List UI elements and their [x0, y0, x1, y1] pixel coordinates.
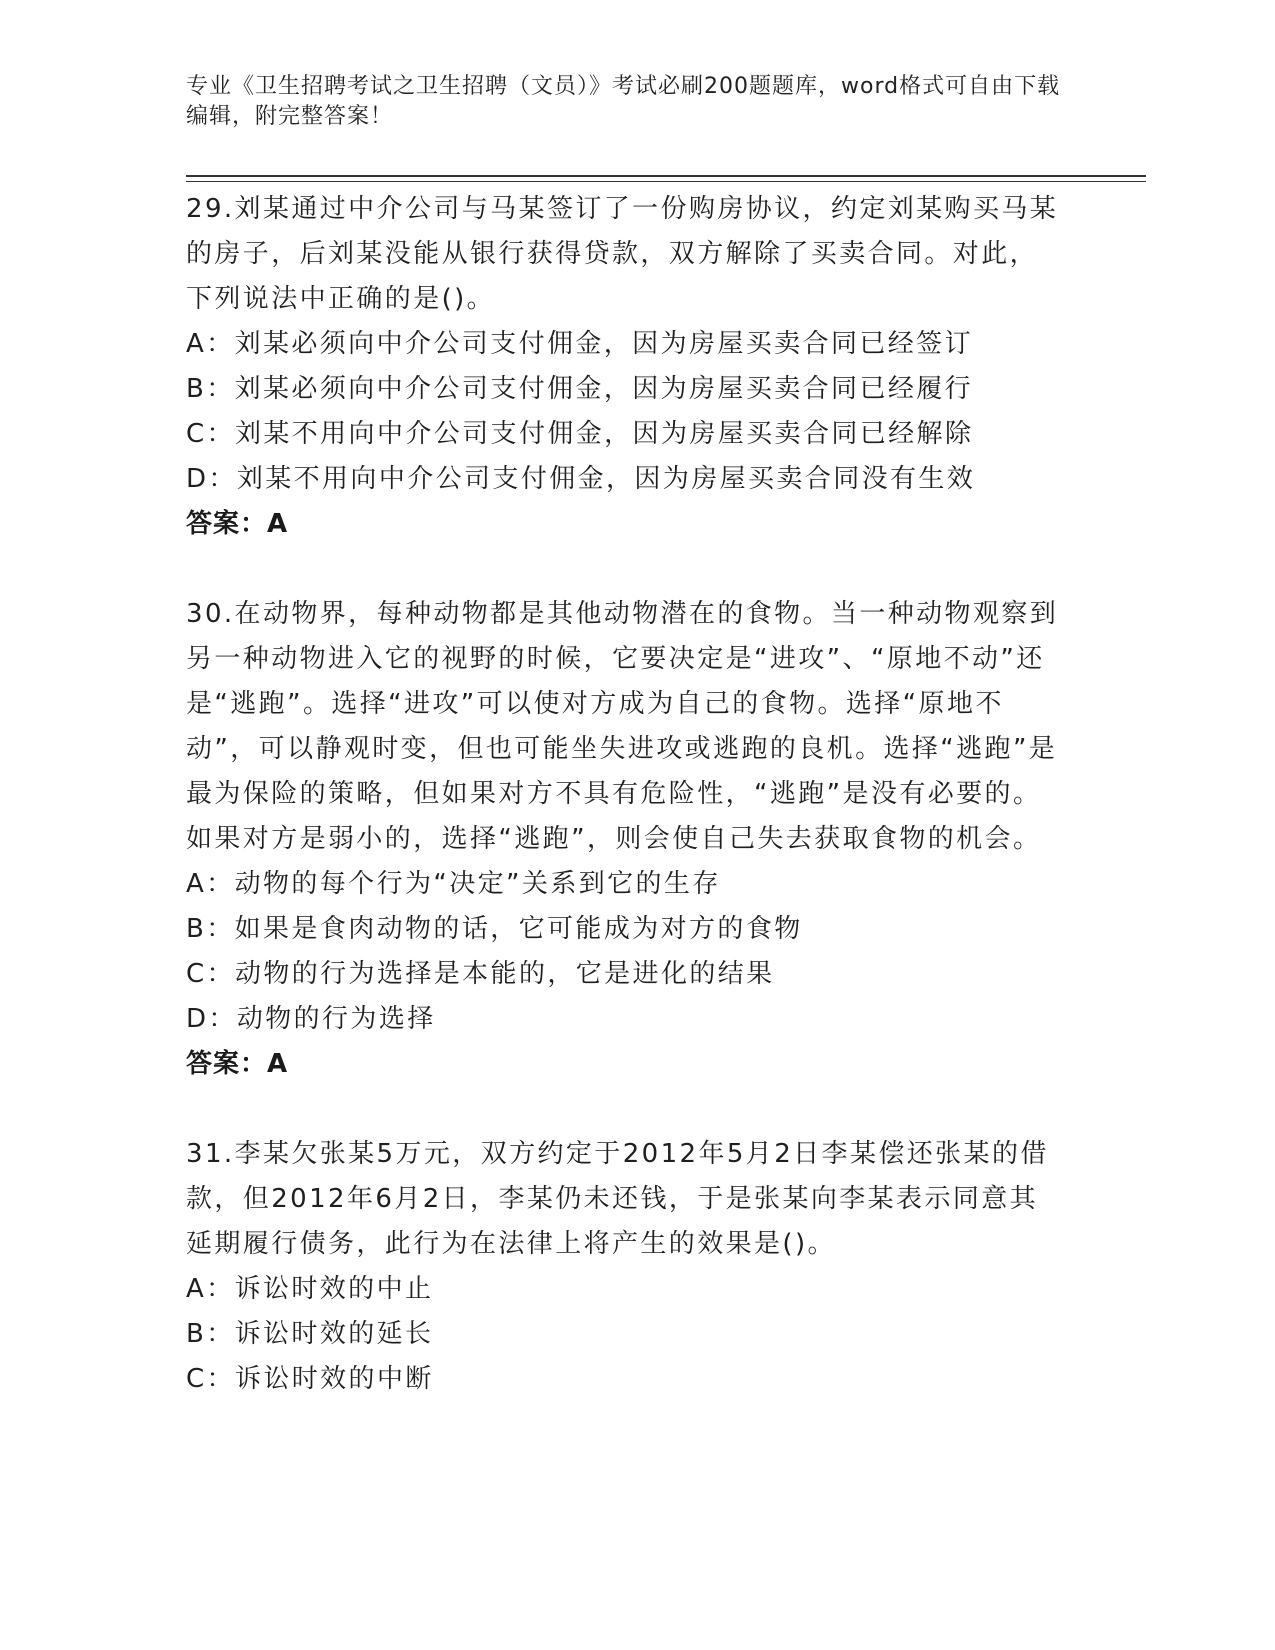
- option-b: B：刘某必须向中介公司支付佣金，因为房屋买卖合同已经履行: [186, 374, 974, 404]
- question-list: [186, 187, 1066, 1402]
- question-31: [186, 1132, 1066, 1402]
- option-d: D：动物的行为选择: [186, 1004, 436, 1034]
- question-spacer: [186, 1087, 1066, 1132]
- header-rule-thick: [186, 175, 1146, 177]
- option-b: B：如果是食肉动物的话，它可能成为对方的食物: [186, 914, 803, 944]
- option-a: A：诉讼时效的中止: [186, 1274, 434, 1304]
- option-d: D：刘某不用向中介公司支付佣金，因为房屋买卖合同没有生效: [186, 464, 976, 494]
- page-header: 专业《卫生招聘考试之卫生招聘（文员）》考试必刷200题题库，word格式可自由下载编辑，附完整答案！: [186, 74, 1061, 129]
- option-b: B：诉讼时效的延长: [186, 1319, 434, 1349]
- option-c: C：动物的行为选择是本能的，它是进化的结果: [186, 959, 775, 989]
- question-stem: 31.李某欠张某5万元，双方约定于2012年5月2日李某偿还张某的借款，但2012年6月2日，李某仍未还钱，于是张某向李某表示同意其延期履行债务，此行为在法律上将产生的效果是()。: [186, 1139, 1049, 1259]
- option-a: A：刘某必须向中介公司支付佣金，因为房屋买卖合同已经签订: [186, 329, 973, 359]
- question-stem: 30.在动物界，每种动物都是其他动物潜在的食物。当一种动物观察到另一种动物进入它的视野的时候，它要决定是“进攻”、“原地不动”还是“逃跑”。选择“进攻”可以使对方成为自己的食物。选择“原地不动”，可以静观时变，但也可能坐失进攻或逃跑的良机。选择“逃跑”是最为保险的策略，但如果对方不具有危险性，“逃跑”是没有必要的。如果对方是弱小的，选择“逃跑”，则会使自己失去获取食物的机会。: [186, 599, 1059, 854]
- question-29: [186, 187, 1066, 547]
- answer-label: 答案：A: [186, 509, 289, 539]
- option-c: C：刘某不用向中介公司支付佣金，因为房屋买卖合同已经解除: [186, 419, 974, 449]
- question-spacer: [186, 547, 1066, 592]
- header-rule-thin: [186, 181, 1146, 182]
- answer-label: 答案：A: [186, 1049, 289, 1079]
- question-30: [186, 592, 1066, 1087]
- question-stem: 29.刘某通过中介公司与马某签订了一份购房协议，约定刘某购买马某的房子，后刘某没能从银行获得贷款，双方解除了买卖合同。对此，下列说法中正确的是()。: [186, 194, 1059, 314]
- option-c: C：诉讼时效的中断: [186, 1364, 434, 1394]
- option-a: A：动物的每个行为“决定”关系到它的生存: [186, 869, 721, 899]
